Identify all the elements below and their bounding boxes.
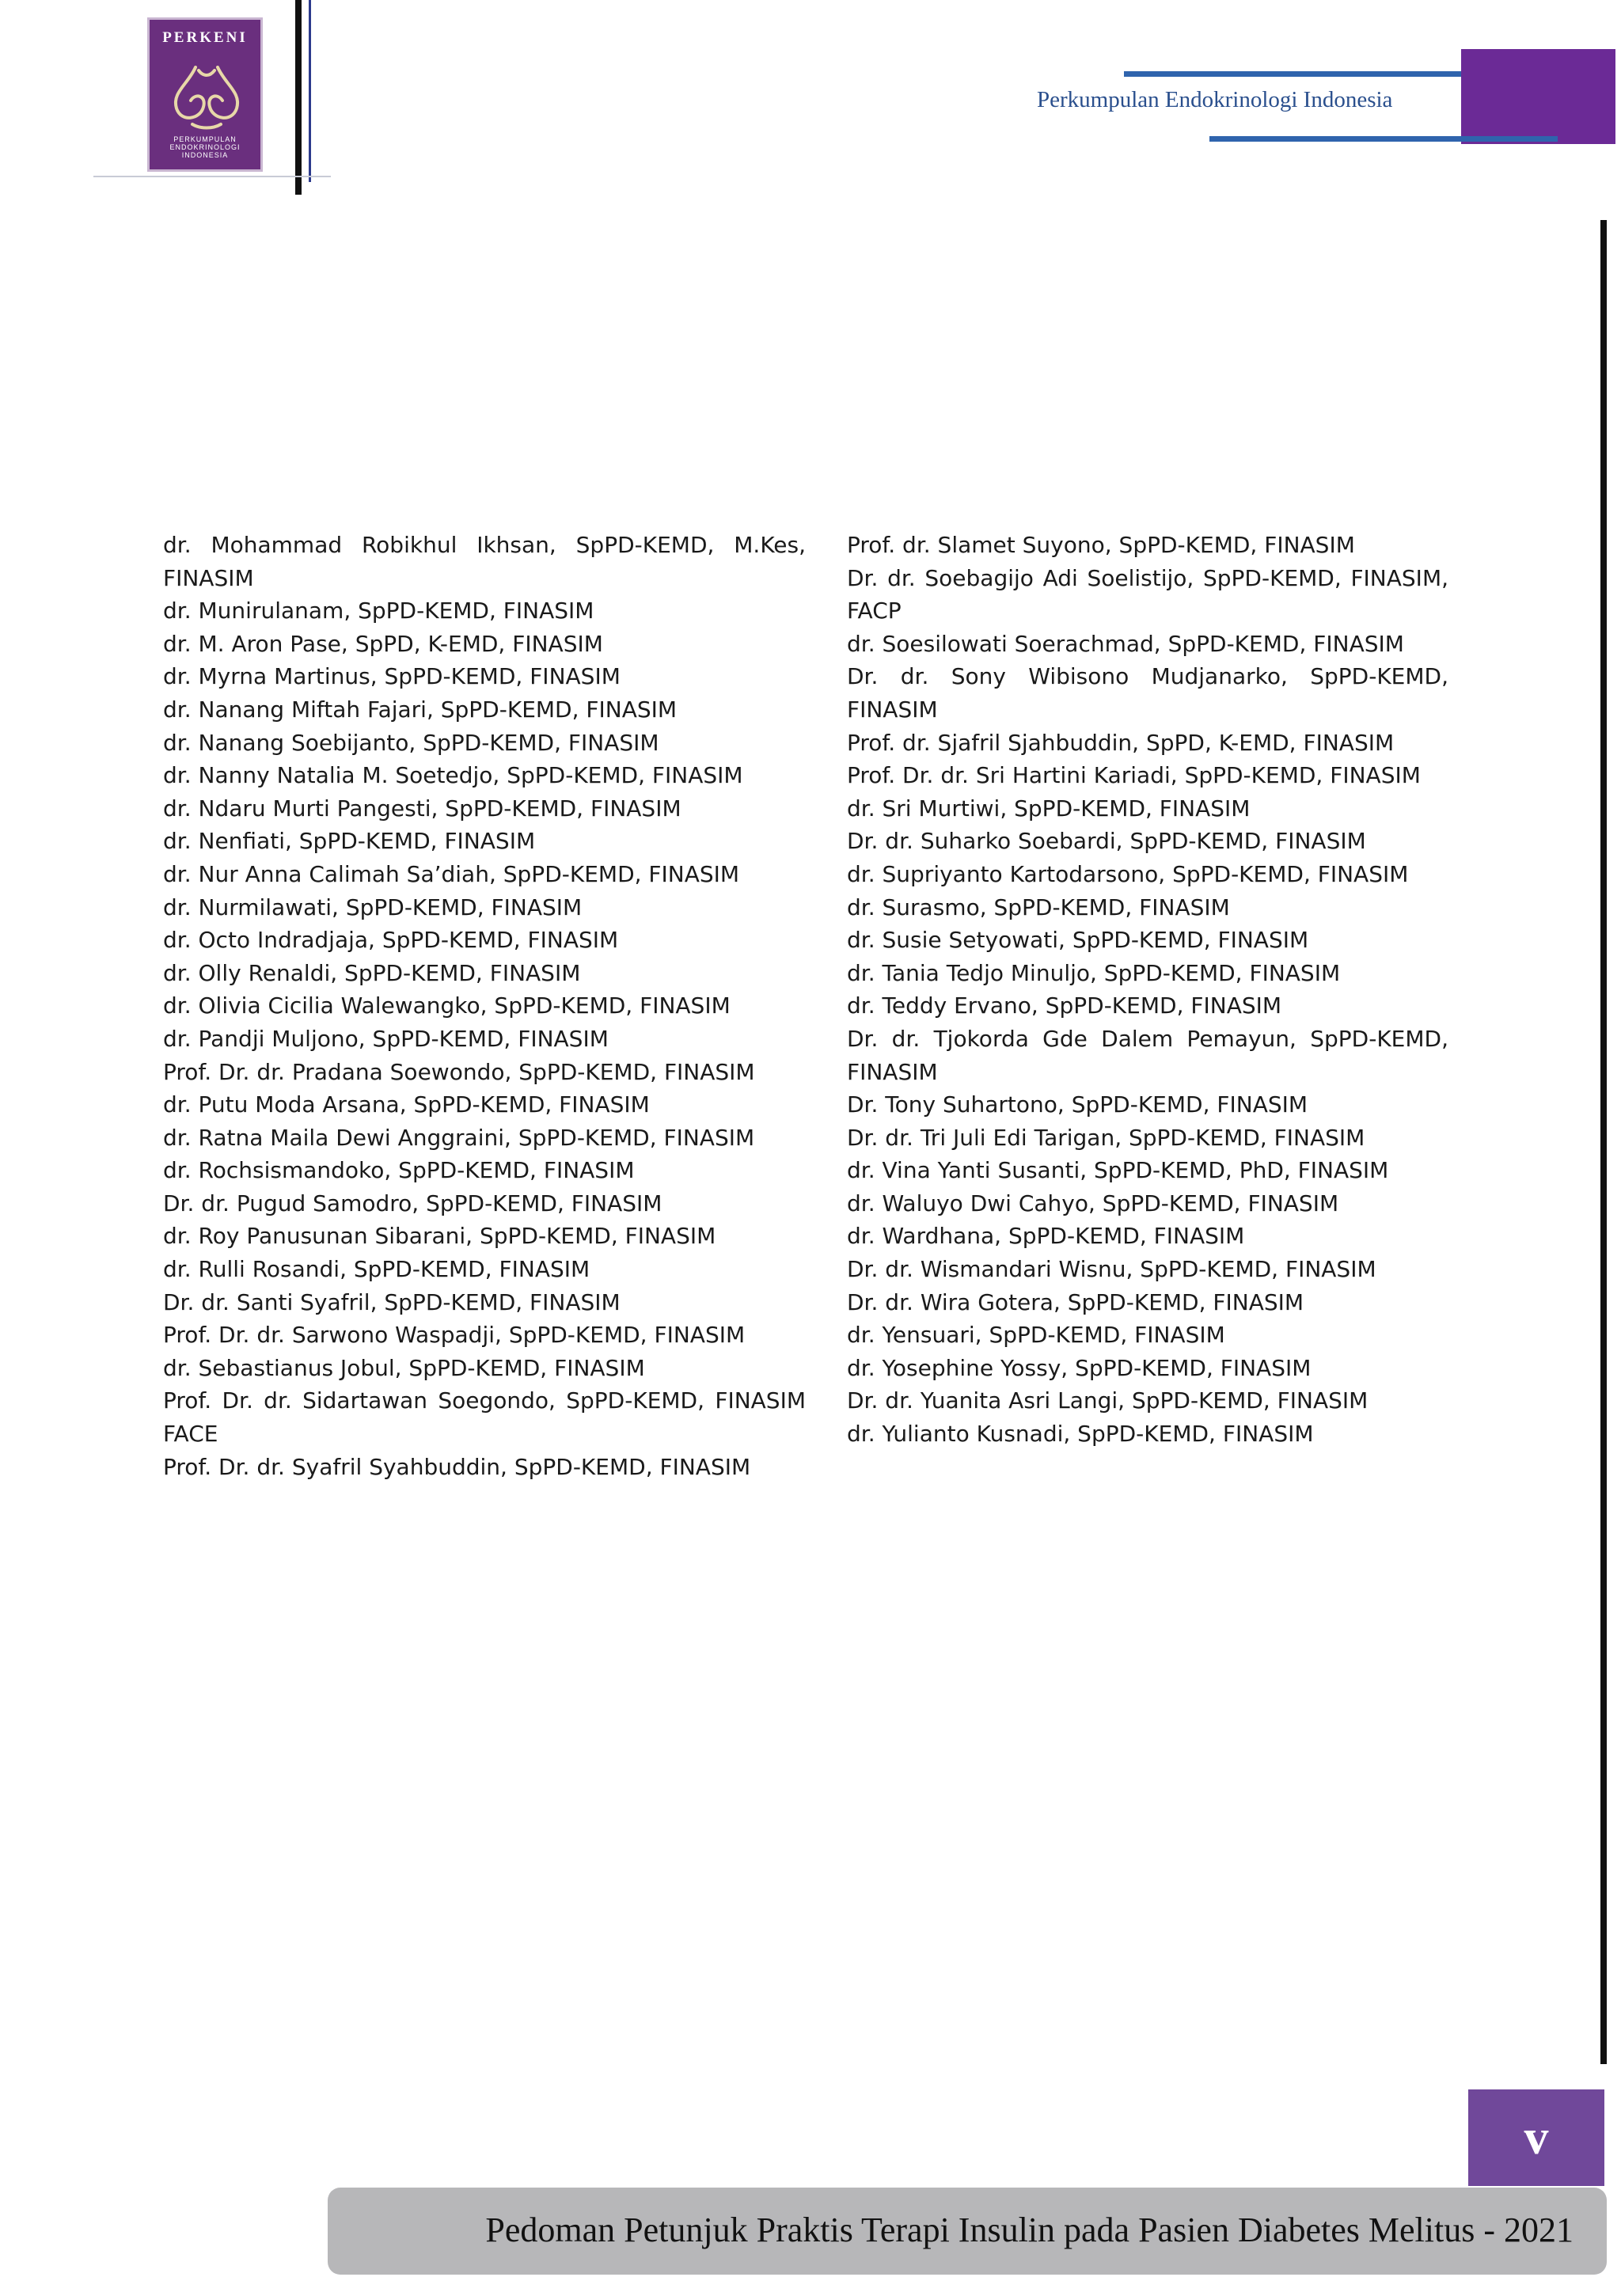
logo-title: PERKENI	[162, 29, 248, 46]
name-entry: dr. Yulianto Kusnadi, SpPD-KEMD, FINASIM	[847, 1421, 1314, 1448]
name-entry: Dr. dr. Pugud Samodro, SpPD-KEMD, FINASIM	[163, 1190, 662, 1216]
header-rule-top	[1124, 71, 1469, 77]
name-entry: dr. Susie Setyowati, SpPD-KEMD, FINASIM	[847, 927, 1309, 954]
name-entry: dr. Pandji Muljono, SpPD-KEMD, FINASIM	[163, 1025, 609, 1052]
name-entry: Dr. Tony Suhartono, SpPD-KEMD, FINASIM	[847, 1091, 1308, 1118]
name-entry: dr. Surasmo, SpPD-KEMD, FINASIM	[847, 894, 1230, 920]
page-right-rule	[1600, 220, 1607, 2064]
name-entry: Prof. Dr. dr. Sarwono Waspadji, SpPD-KEMD, FINASIM	[163, 1322, 746, 1349]
name-entry: Dr. dr. Wira Gotera, SpPD-KEMD, FINASIM	[847, 1288, 1304, 1315]
name-entry: Prof. Dr. dr. Sri Hartini Kariadi, SpPD-KEMD, FINASIM	[847, 762, 1421, 789]
name-entry: dr. Tania Tedjo Minuljo, SpPD-KEMD, FINASIM	[847, 959, 1341, 986]
name-entry: dr. Supriyanto Kartodarsono, SpPD-KEMD, FINASIM	[847, 860, 1409, 887]
page-number-tab	[1468, 2089, 1604, 2186]
header-rule-bottom	[1209, 136, 1558, 142]
name-entry: dr. Soesilowati Soerachmad, SpPD-KEMD, FINASIM	[847, 630, 1404, 657]
name-entry: Prof. Dr. dr. Syafril Syahbuddin, SpPD-KEMD, FINASIM	[163, 1453, 751, 1480]
perkeni-emblem-icon	[164, 53, 249, 132]
name-entry: Dr. dr. Yuanita Asri Langi, SpPD-KEMD, FINASIM	[847, 1387, 1369, 1414]
name-entry: dr. Ratna Maila Dewi Anggraini, SpPD-KEMD, FINASIM	[163, 1124, 755, 1151]
logo-subtitle-line: PERKUMPULAN	[173, 135, 237, 143]
header-horizontal-rule	[93, 176, 331, 177]
name-entry: Dr. dr. Sony Wibisono Mudjanarko, SpPD-KEMD, FINASIM	[847, 663, 1448, 723]
names-column-left	[163, 529, 806, 1483]
header-vertical-rule-thin	[309, 0, 311, 182]
name-entry: dr. Nurmilawati, SpPD-KEMD, FINASIM	[163, 894, 583, 920]
name-entry: dr. Rochsismandoko, SpPD-KEMD, FINASIM	[163, 1157, 635, 1184]
name-entry: Prof. dr. Slamet Suyono, SpPD-KEMD, FINASIM	[847, 532, 1355, 558]
name-entry: Dr. dr. Tri Juli Edi Tarigan, SpPD-KEMD, FINASIM	[847, 1124, 1365, 1151]
names-column-right	[847, 529, 1448, 1451]
name-entry: dr. M. Aron Pase, SpPD, K-EMD, FINASIM	[163, 630, 603, 657]
name-entry: dr. Nenfiati, SpPD-KEMD, FINASIM	[163, 828, 536, 855]
name-entry: dr. Waluyo Dwi Cahyo, SpPD-KEMD, FINASIM	[847, 1190, 1339, 1216]
document-title: Pedoman Petunjuk Praktis Terapi Insulin pada Pasien Diabetes Melitus - 2021	[485, 2211, 1574, 2249]
header-vertical-rule	[295, 0, 302, 195]
name-entry: Dr. dr. Wismandari Wisnu, SpPD-KEMD, FINASIM	[847, 1256, 1376, 1283]
name-entry: dr. Olly Renaldi, SpPD-KEMD, FINASIM	[163, 959, 581, 986]
name-entry: dr. Yensuari, SpPD-KEMD, FINASIM	[847, 1322, 1225, 1349]
name-entry: dr. Olivia Cicilia Walewangko, SpPD-KEMD, FINASIM	[163, 992, 731, 1019]
name-entry: dr. Nanang Soebijanto, SpPD-KEMD, FINASIM	[163, 729, 659, 756]
name-entry: Dr. dr. Suharko Soebardi, SpPD-KEMD, FINASIM	[847, 828, 1366, 855]
name-entry: Dr. dr. Santi Syafril, SpPD-KEMD, FINASIM	[163, 1288, 621, 1315]
name-entry: Dr. dr. Soebagijo Adi Soelistijo, SpPD-KEMD, FINASIM, FACP	[847, 564, 1448, 624]
name-entry: Dr. dr. Tjokorda Gde Dalem Pemayun, SpPD-KEMD, FINASIM	[847, 1025, 1448, 1085]
name-entry: dr. Yosephine Yossy, SpPD-KEMD, FINASIM	[847, 1354, 1312, 1381]
perkeni-logo	[147, 17, 263, 172]
name-entry: Prof. Dr. dr. Pradana Soewondo, SpPD-KEMD, FINASIM	[163, 1058, 755, 1085]
name-entry: Prof. Dr. dr. Sidartawan Soegondo, SpPD-KEMD, FINASIM FACE	[163, 1387, 806, 1448]
name-entry: dr. Putu Moda Arsana, SpPD-KEMD, FINASIM	[163, 1091, 650, 1118]
name-entry: dr. Teddy Ervano, SpPD-KEMD, FINASIM	[847, 992, 1282, 1019]
name-entry: dr. Roy Panusunan Sibarani, SpPD-KEMD, FINASIM	[163, 1223, 716, 1250]
organization-name: Perkumpulan Endokrinologi Indonesia	[1037, 87, 1393, 112]
name-entry: dr. Munirulanam, SpPD-KEMD, FINASIM	[163, 598, 594, 624]
name-entry: dr. Vina Yanti Susanti, SpPD-KEMD, PhD, FINASIM	[847, 1157, 1389, 1184]
name-entry: dr. Sri Murtiwi, SpPD-KEMD, FINASIM	[847, 795, 1251, 822]
name-entry: dr. Mohammad Robikhul Ikhsan, SpPD-KEMD, M.Kes, FINASIM	[163, 532, 806, 591]
name-entry: dr. Nanang Miftah Fajari, SpPD-KEMD, FINASIM	[163, 696, 678, 723]
name-entry: dr. Nur Anna Calimah Sa’diah, SpPD-KEMD, FINASIM	[163, 860, 740, 887]
name-entry: dr. Ndaru Murti Pangesti, SpPD-KEMD, FINASIM	[163, 795, 681, 822]
name-entry: dr. Myrna Martinus, SpPD-KEMD, FINASIM	[163, 663, 621, 690]
name-entry: dr. Nanny Natalia M. Soetedjo, SpPD-KEMD, FINASIM	[163, 762, 743, 789]
footer-bar	[328, 2188, 1607, 2275]
name-entry: dr. Sebastianus Jobul, SpPD-KEMD, FINASIM	[163, 1354, 645, 1381]
header-accent-box	[1461, 49, 1615, 144]
name-entry: dr. Rulli Rosandi, SpPD-KEMD, FINASIM	[163, 1256, 590, 1283]
page-number: v	[1524, 2111, 1549, 2165]
logo-subtitle-line: INDONESIA	[181, 151, 229, 159]
name-entry: dr. Octo Indradjaja, SpPD-KEMD, FINASIM	[163, 927, 619, 954]
name-entry: Prof. dr. Sjafril Sjahbuddin, SpPD, K-EMD, FINASIM	[847, 729, 1395, 756]
logo-subtitle-line: ENDOKRINOLOGI	[169, 143, 241, 151]
name-entry: dr. Wardhana, SpPD-KEMD, FINASIM	[847, 1223, 1245, 1250]
